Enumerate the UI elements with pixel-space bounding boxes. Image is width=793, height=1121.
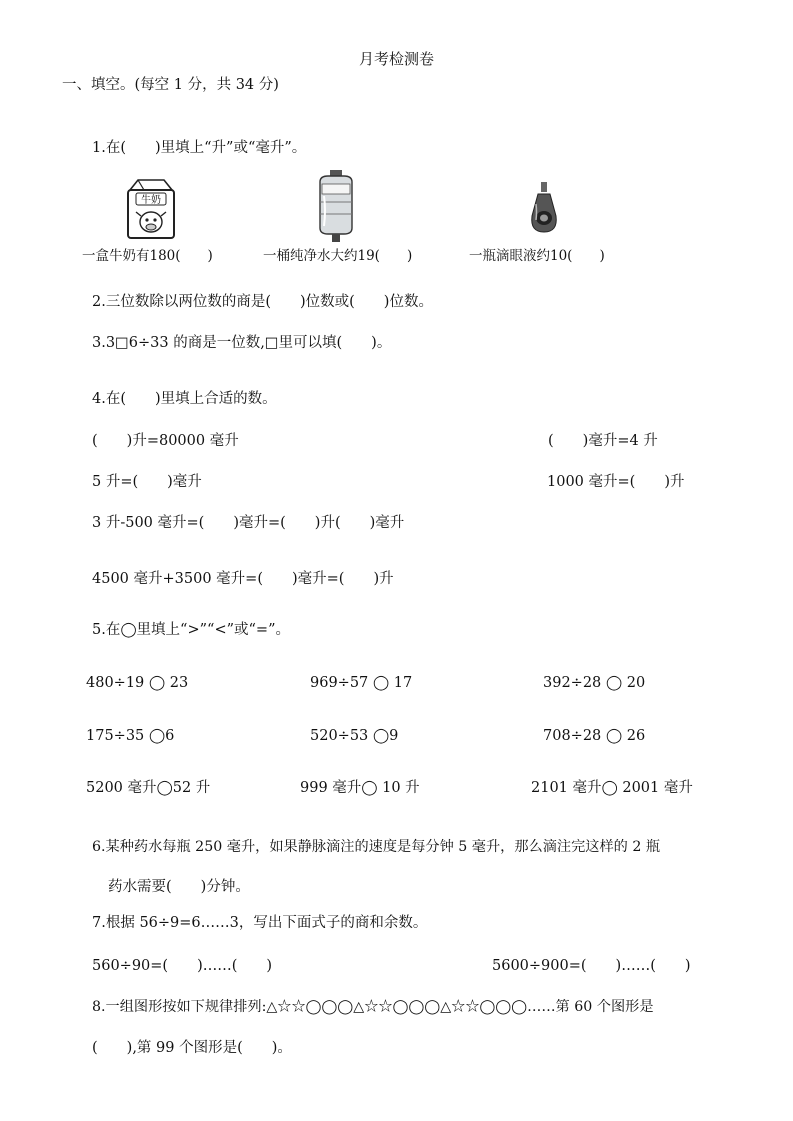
question-4-stem: 4.在( )里填上合适的数。 (92, 391, 277, 407)
water-barrel-image (312, 170, 360, 244)
q4-item-6: 4500 毫升+3500 毫升=( )毫升=( )升 (92, 571, 394, 587)
page-title: 月考检测卷 (358, 50, 434, 68)
eyedrop-label: 一瓶滴眼液约10( ) (469, 248, 605, 264)
question-8-line-2: ( ),第 99 个图形是( )。 (92, 1040, 292, 1056)
compare-item: 708÷28 ◯ 26 (543, 728, 646, 744)
question-3: 3.3□6÷33 的商是一位数,□里可以填( )。 (92, 335, 392, 351)
water-label: 一桶纯净水大约19( ) (263, 248, 413, 264)
question-2: 2.三位数除以两位数的商是( )位数或( )位数。 (92, 294, 433, 310)
question-5-stem: 5.在◯里填上“>”“<”或“=”。 (92, 622, 290, 638)
q4-item-1: ( )升=80000 毫升 (92, 433, 239, 449)
compare-item: 5200 毫升◯52 升 (86, 780, 211, 796)
milk-carton-text: 牛奶 (141, 195, 161, 206)
compare-item: 2101 毫升◯ 2001 毫升 (531, 780, 693, 796)
q4-item-3: 5 升=( )毫升 (92, 474, 202, 490)
q4-item-2: ( )毫升=4 升 (548, 433, 658, 449)
question-6-line-1: 6.某种药水每瓶 250 毫升，如果静脉滴注的速度是每分钟 5 毫升，那么滴注完这样的 2 瓶 (92, 839, 661, 855)
question-8-line-1: 8.一组图形按如下规律排列:△☆☆◯◯◯△☆☆◯◯◯△☆☆◯◯◯……第 60 个图形是 (92, 999, 654, 1015)
milk-label: 一盒牛奶有180( ) (82, 248, 213, 264)
q7-item-1: 560÷90=( )……( ) (92, 958, 273, 974)
eye-drop-bottle-image (528, 182, 560, 236)
section-heading: 一、填空。(每空 1 分，共 34 分) (62, 77, 279, 93)
question-7-stem: 7.根据 56÷9=6……3，写出下面式子的商和余数。 (92, 915, 428, 931)
q4-item-5: 3 升-500 毫升=( )毫升=( )升( )毫升 (92, 515, 405, 531)
compare-item: 520÷53 ◯9 (310, 728, 399, 744)
compare-item: 969÷57 ◯ 17 (310, 675, 413, 691)
compare-item: 175÷35 ◯6 (86, 728, 175, 744)
question-6-line-2: 药水需要( )分钟。 (108, 879, 250, 895)
compare-item: 392÷28 ◯ 20 (543, 675, 646, 691)
q7-item-2: 5600÷900=( )……( ) (492, 958, 691, 974)
milk-carton-image (124, 178, 178, 240)
compare-item: 480÷19 ◯ 23 (86, 675, 189, 691)
question-1-stem: 1.在( )里填上“升”或“毫升”。 (92, 140, 307, 156)
compare-item: 999 毫升◯ 10 升 (300, 780, 420, 796)
q4-item-4: 1000 毫升=( )升 (547, 474, 685, 490)
